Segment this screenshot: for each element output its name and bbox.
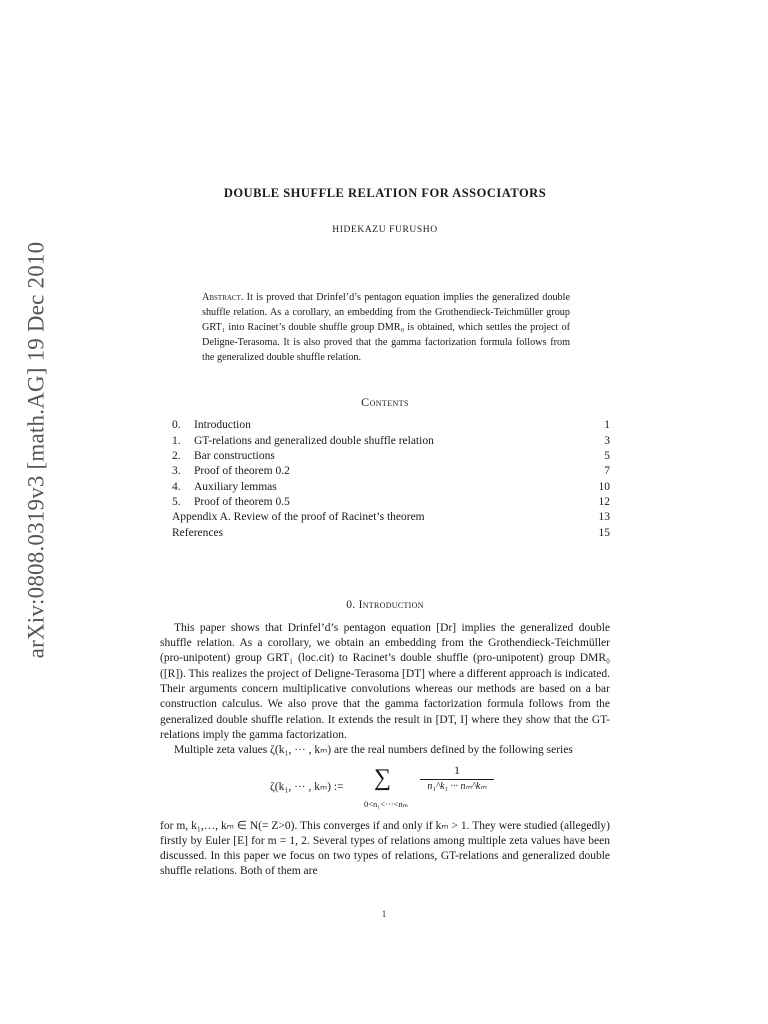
intro-paragraph-1: This paper shows that Drinfel’d’s pentagon equation [Dr] implies the generalized double shuffle relation. As a corollary, we obtain an embedding from the Grothendieck-Teichmüller (pro-unipotent) group GRT₁ (loc.cit) to Racinet’s double shuffle (pro-unipotent) group DMR₀ ([R]). This realizes the project of Deligne-Terasoma [DT] where a different approach is indicated. Their arguments concern multiplicative convolutions whereas our methods are based on a bar construction calculus. We also prove that the gamma factorization formula follows from the generalized double shuffle relation. It extends the result in [DT, I] where they show that the GT-relations imply the gamma factorization.	[160, 621, 610, 741]
section-heading-introduction: 0. Introduction	[346, 598, 424, 611]
paper-title: DOUBLE SHUFFLE RELATION FOR ASSOCIATORS	[223, 186, 547, 200]
toc-entry-label: Proof of theorem 0.2	[194, 465, 290, 478]
toc-entry-number: 5.	[172, 495, 181, 508]
toc-entry-label: Appendix A. Review of the proof of Racinet’s theorem	[172, 511, 425, 524]
toc-entry-page: 10	[598, 480, 610, 493]
toc-entry-page: 13	[598, 511, 610, 524]
formula-fraction	[420, 765, 494, 792]
toc-entry[interactable]	[172, 464, 610, 479]
toc-entry[interactable]	[172, 434, 610, 449]
formula-lhs: ζ(k₁, ··· , kₘ) :=	[270, 780, 344, 793]
toc-entry-label: GT-relations and generalized double shuffle relation	[194, 434, 434, 447]
arxiv-identifier-stamp	[16, 230, 56, 670]
toc-entry-label: Introduction	[194, 419, 251, 432]
summation-sign: ∑	[374, 764, 392, 791]
toc-entry-label: References	[172, 526, 224, 539]
toc-entry-number: 2.	[172, 450, 181, 463]
toc-entry-number: 3.	[172, 465, 181, 478]
intro-paragraph-3: for m, k₁,…, kₘ ∈ N(= Z>0). This converges if and only if kₘ > 1. They were studied (allegedly) firstly by Euler [E] for m = 1, 2. Several types of relations among multiple zeta values have been discussed. In this paper we focus on two types of relations, GT-relations and generalized double shuffle relations. Both of them are	[160, 819, 610, 878]
toc-entry-number: 0.	[172, 419, 181, 432]
toc-entry-page: 3	[604, 434, 610, 447]
abstract	[202, 290, 570, 365]
toc-entry-number: 4.	[172, 480, 181, 493]
arxiv-identifier-text: arXiv:0808.0319v3 [math.AG] 19 Dec 2010	[23, 241, 48, 659]
paper-page	[160, 186, 610, 880]
intro-paragraph-2: Multiple zeta values ζ(k₁, ··· , kₘ) are the real numbers defined by the following series	[174, 744, 573, 757]
contents-heading: Contents	[361, 395, 409, 410]
toc-entry[interactable]	[172, 480, 610, 495]
toc-entry[interactable]	[172, 418, 610, 433]
fraction-numerator: 1	[420, 765, 494, 780]
toc-entry-page: 12	[598, 495, 610, 508]
page-number: 1	[381, 909, 387, 919]
table-of-contents	[172, 418, 610, 540]
abstract-text: It is proved that Drinfel’d’s pentagon equation implies the generalized double shuffle relation. As a corollary, an embedding from the Grothendieck-Teichmüller group GRT₁ into Racinet’s double shuffle group DMR₀ is obtained, which settles the project of Deligne-Terasoma. It is also proved that the gamma factorization formula follows from the generalized double shuffle relation.	[202, 292, 570, 364]
fraction-denominator: n₁^k₁ ··· nₘ^kₘ	[427, 780, 487, 792]
abstract-label: Abstract.	[202, 292, 244, 303]
toc-entry-page: 7	[604, 465, 610, 478]
toc-entry-page: 5	[604, 450, 610, 463]
toc-entry[interactable]	[172, 449, 610, 464]
toc-entry-label: Proof of theorem 0.5	[194, 495, 290, 508]
mzv-definition-formula	[160, 765, 610, 817]
toc-entry[interactable]	[172, 510, 610, 525]
toc-entry-label: Auxiliary lemmas	[194, 480, 277, 493]
toc-entry-number: 1.	[172, 434, 181, 447]
toc-entry[interactable]	[172, 526, 610, 541]
toc-entry-page: 15	[598, 526, 610, 539]
toc-entry-page: 1	[604, 419, 610, 432]
summation-range: 0<n₁<···<nₘ	[364, 798, 408, 809]
toc-entry-label: Bar constructions	[194, 450, 275, 463]
toc-entry[interactable]	[172, 495, 610, 510]
paper-author: HIDEKAZU FURUSHO	[332, 225, 438, 235]
